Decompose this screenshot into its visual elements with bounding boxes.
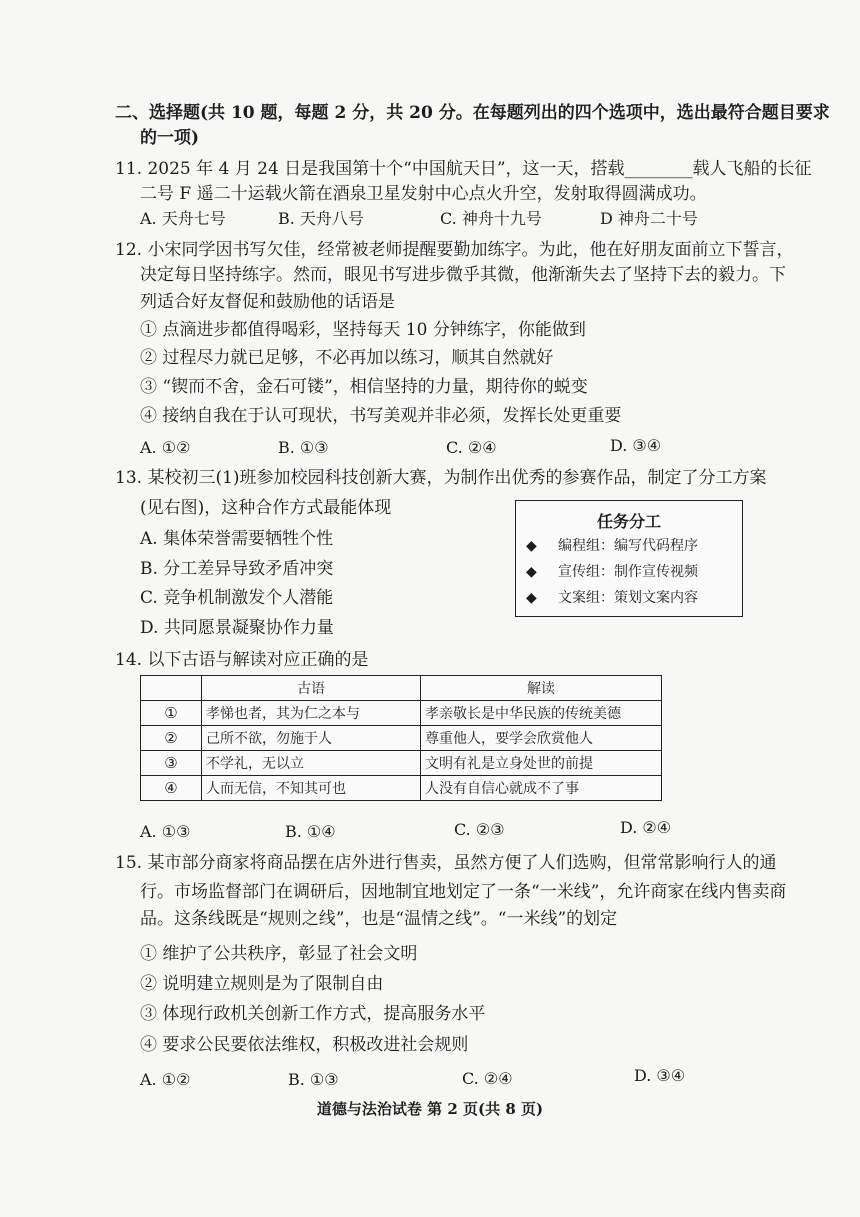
q13-option-b: B. 分工差异导致矛盾冲突	[140, 559, 334, 579]
table-header-row	[141, 676, 662, 701]
q13-option-c: C. 竞争机制激发个人潜能	[140, 588, 334, 608]
q12-item-3: ③ “锲而不舍，金石可镂”，相信坚持的力量，期待你的蜕变	[140, 377, 588, 397]
q11-stem-line2: 二号 F 遥二十运载火箭在酒泉卫星发射中心点火升空，发射取得圆满成功。	[140, 184, 707, 204]
q12-option-d: D. ③④	[610, 436, 662, 455]
q12-item-4: ④ 接纳自我在于认可现状，书写美观并非必须，发挥长处更重要	[140, 406, 622, 426]
task-item-publicity: ◆ 宣传组：制作宣传视频	[526, 564, 698, 580]
q11-option-d: D 神舟二十号	[600, 209, 698, 228]
table-row: ④ 人而无信，不知其可也 人没有自信心就成不了事	[141, 776, 662, 801]
q15-option-c: C. ②④	[462, 1069, 513, 1088]
q12-option-b: B. ①③	[278, 438, 329, 457]
diamond-bullet-icon: ◆	[526, 564, 537, 580]
table-row: ③ 不学礼，无以立 文明有礼是立身处世的前提	[141, 751, 662, 776]
q15-item-4: ④ 要求公民要依法维权，积极改进社会规则	[140, 1035, 469, 1055]
table-row: ① 孝悌也者，其为仁之本与 孝亲敬长是中华民族的传统美德	[141, 701, 662, 726]
q15-item-1: ① 维护了公共秩序，彰显了社会文明	[140, 944, 418, 964]
diamond-bullet-icon: ◆	[526, 538, 537, 554]
page-footer: 道德与法治试卷 第 2 页(共 8 页)	[316, 1100, 544, 1118]
q15-stem-line1: 15. 某市部分商家将商品摆在店外进行售卖，虽然方便了人们选购，但常常影响行人的通	[115, 853, 777, 873]
task-item-programming: ◆ 编程组：编写代码程序	[526, 538, 698, 554]
q14-option-c: C. ②③	[454, 820, 505, 839]
q12-item-2: ② 过程尽力就已足够，不必再加以练习，顺其自然就好	[140, 348, 554, 368]
q15-stem-line3: 品。这条线既是“规则之线”，也是“温情之线”。“一米线”的划定	[140, 909, 618, 929]
q13-stem-line2: (见右图)，这种合作方式最能体现	[140, 498, 392, 518]
q15-stem-line2: 行。市场监督部门在调研后，因地制宜地划定了一条“一米线”，允许商家在线内售卖商	[140, 882, 787, 902]
q12-stem-line3: 列适合好友督促和鼓励他的话语是	[140, 292, 395, 312]
q13-option-d: D. 共同愿景凝聚协作力量	[140, 618, 334, 638]
q14-option-d: D. ②④	[620, 818, 672, 837]
task-item-copywriting: ◆ 文案组：策划文案内容	[526, 590, 698, 606]
q12-option-c: C. ②④	[446, 438, 497, 457]
table-row: ② 己所不欲，勿施于人 尊重他人，要学会欣赏他人	[141, 726, 662, 751]
table-header-saying: 古语	[202, 676, 421, 701]
diamond-bullet-icon: ◆	[526, 590, 537, 606]
q12-stem-line2: 决定每日坚持练字。然而，眼见书写进步微乎其微，他渐渐失去了坚持下去的毅力。下	[140, 265, 786, 285]
section-header-line1: 二、选择题(共 10 题，每题 2 分，共 20 分。在每题列出的四个选项中，选出最符合题目要求	[115, 103, 830, 123]
q15-option-a: A. ①②	[140, 1070, 191, 1089]
q11-option-a: A. 天舟七号	[140, 209, 226, 228]
q12-item-1: ① 点滴进步都值得喝彩，坚持每天 10 分钟练字，你能做到	[140, 320, 586, 340]
q13-option-a: A. 集体荣誉需要牺牲个性	[140, 529, 334, 549]
q13-stem-line1: 13. 某校初三(1)班参加校园科技创新大赛，为制作出优秀的参赛作品，制定了分工方案	[115, 468, 767, 488]
q15-item-3: ③ 体现行政机关创新工作方式，提高服务水平	[140, 1004, 486, 1024]
q11-option-c: C. 神舟十九号	[440, 209, 542, 228]
task-box-title: 任务分工	[596, 512, 661, 531]
q15-option-b: B. ①③	[288, 1070, 339, 1089]
table-header-num	[141, 676, 202, 701]
q15-item-2: ② 说明建立规则是为了限制自由	[140, 974, 384, 994]
q11-option-b: B. 天舟八号	[278, 209, 364, 228]
q14-option-b: B. ①④	[285, 822, 336, 841]
ancient-sayings-table	[140, 675, 662, 801]
q14-stem: 14. 以下古语与解读对应正确的是	[115, 650, 369, 670]
q12-option-a: A. ①②	[140, 438, 191, 457]
task-division-box	[515, 500, 743, 617]
q12-stem-line1: 12. 小宋同学因书写欠佳，经常被老师提醒要勤加练字。为此，他在好朋友面前立下誓言，	[115, 240, 794, 260]
q15-option-d: D. ③④	[634, 1066, 686, 1085]
q11-stem-line1: 11. 2025 年 4 月 24 日是我国第十个“中国航天日”，这一天，搭载________载人飞船的长征	[115, 159, 812, 179]
table-header-interpretation: 解读	[421, 676, 662, 701]
section-header-line2: 的一项)	[140, 128, 200, 148]
q14-option-a: A. ①③	[140, 822, 191, 841]
